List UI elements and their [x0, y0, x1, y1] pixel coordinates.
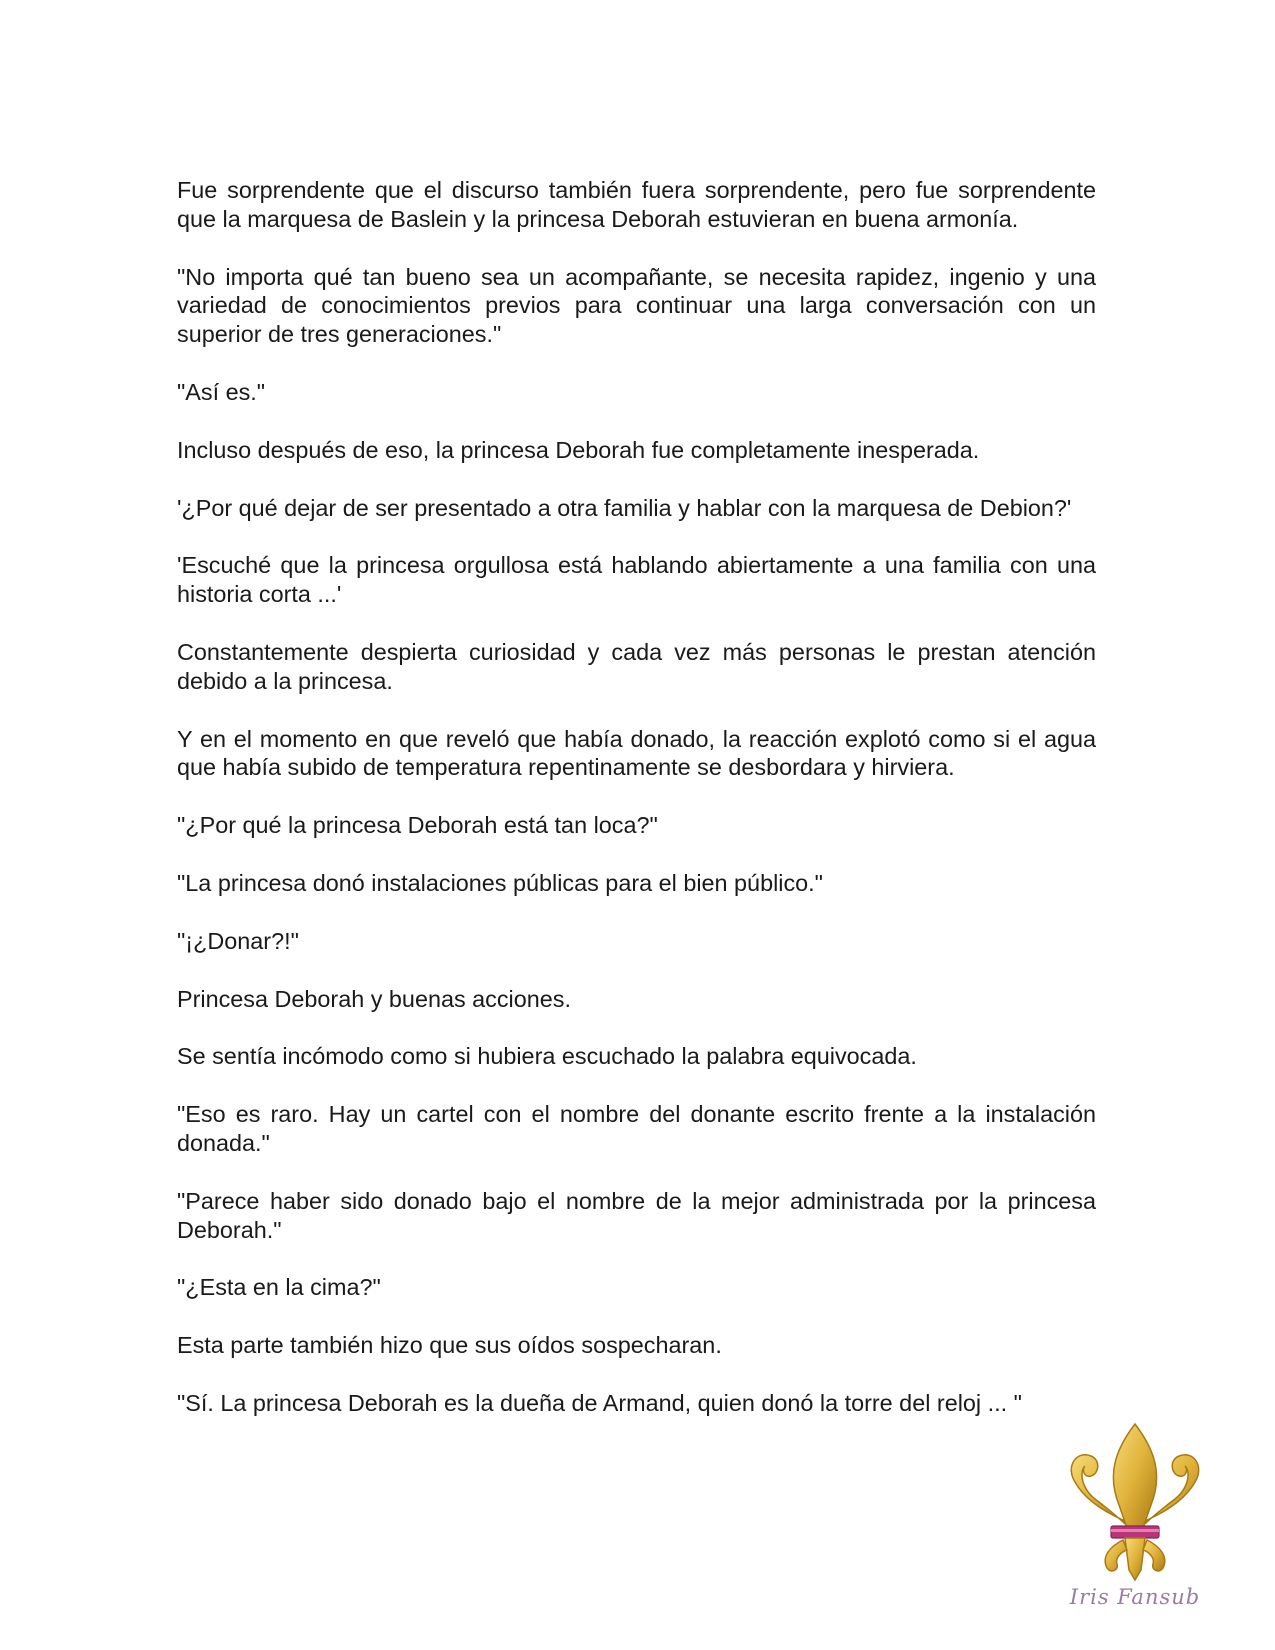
paragraph: "Sí. La princesa Deborah es la dueña de Armand, quien donó la torre del reloj ... "	[177, 1389, 1022, 1416]
watermark	[1055, 1420, 1215, 1620]
document-body	[177, 176, 1096, 1447]
paragraph: Y en el momento en que reveló que había donado, la reacción explotó como si el agua que había subido de temperatura repentinamente se desbordara y hirviera.	[177, 725, 1096, 781]
paragraph: Esta parte también hizo que sus oídos sospecharan.	[177, 1332, 722, 1359]
paragraph: Fue sorprendente que el discurso también fuera sorprendente, pero fue sorprendente que la marquesa de Baslein y la princesa Deborah estuvieran en buena armonía.	[177, 177, 1096, 232]
paragraph: Constantemente despierta curiosidad y cada vez más personas le prestan atención debido a la princesa.	[177, 638, 1096, 694]
paragraph: 'Escuché que la princesa orgullosa está hablando abiertamente a una familia con una historia corta ...'	[177, 552, 1096, 608]
paragraph: "La princesa donó instalaciones públicas para el bien público."	[177, 869, 823, 896]
paragraph: "Así es."	[177, 378, 266, 405]
paragraph: "¿Por qué la princesa Deborah está tan loca?"	[177, 812, 658, 839]
paragraph: "¿Esta en la cima?"	[177, 1274, 381, 1301]
paragraph: "¡¿Donar?!"	[177, 927, 299, 954]
paragraph: "Eso es raro. Hay un cartel con el nombre del donante escrito frente a la instalación donada."	[177, 1101, 1096, 1156]
paragraph: Se sentía incómodo como si hubiera escuchado la palabra equivocada.	[177, 1043, 917, 1070]
paragraph: "No importa qué tan bueno sea un acompañante, se necesita rapidez, ingenio y una variedad de conocimientos previos para continuar una larga conversación con un superior de tres generaciones."	[177, 263, 1096, 348]
watermark-text: Iris Fansub	[1069, 1585, 1201, 1609]
fleur-de-lis-icon	[1055, 1420, 1215, 1585]
paragraph: '¿Por qué dejar de ser presentado a otra familia y hablar con la marquesa de Debion?'	[177, 494, 1072, 521]
paragraph: "Parece haber sido donado bajo el nombre de la mejor administrada por la princesa Deborah."	[177, 1187, 1096, 1243]
paragraph: Incluso después de eso, la princesa Deborah fue completamente inesperada.	[177, 436, 980, 463]
paragraph: Princesa Deborah y buenas acciones.	[177, 985, 571, 1012]
